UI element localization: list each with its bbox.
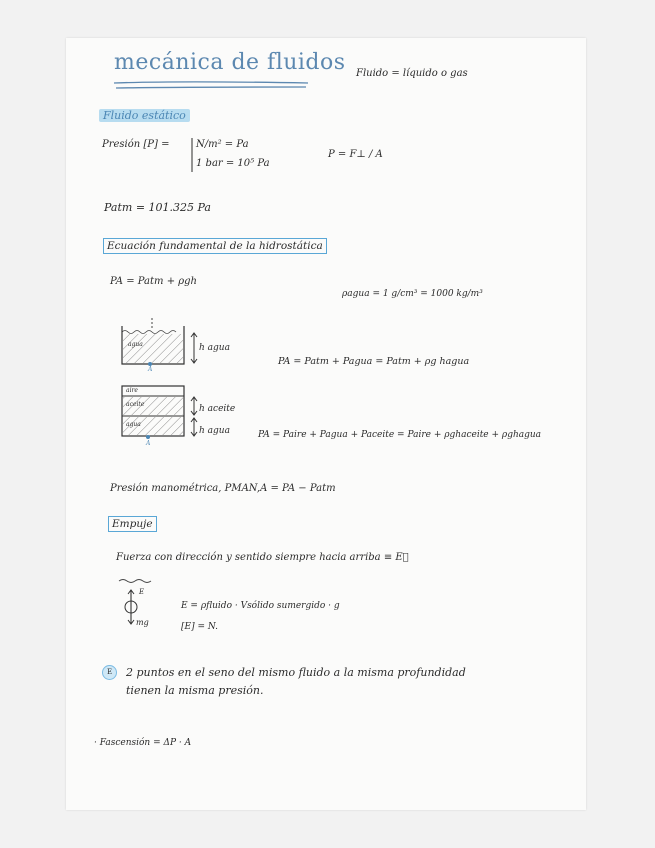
fluid-definition: Fluido = líquido o gas	[356, 68, 468, 79]
ascension-force: · Fascensión = ΔP · A	[94, 738, 192, 748]
fig1-formula: PA = Patm + Pagua = Patm + ρg hagua	[278, 356, 470, 367]
buoyancy-units: [E] = N.	[181, 622, 219, 632]
buoyancy-formula: E = ρfluido · Vsólido sumergido · g	[181, 601, 340, 611]
fig2-water-height-label: h agua	[199, 426, 230, 436]
force-up-label: E	[139, 588, 145, 596]
buoyancy-description: Fuerza con dirección y sentido siempre hacia arriba ≡ E⃗	[116, 552, 409, 563]
page-title: mecánica de fluidos	[114, 50, 346, 75]
note-line-1: 2 puntos en el seno del mismo fluido a la misma profundidad	[126, 666, 466, 679]
water-density: ρagua = 1 g/cm³ = 1000 kg/m³	[342, 289, 483, 299]
notebook-page	[66, 38, 586, 810]
pressure-unit-2: 1 bar = 10⁵ Pa	[196, 158, 270, 169]
fig1-water-label: agua	[128, 341, 143, 348]
pressure-formula: P = F⊥ / A	[328, 149, 383, 160]
fig2-oil-height-label: h aceite	[199, 404, 236, 414]
hydrostatics-formula: PA = Patm + ρgh	[110, 276, 197, 287]
container-water-figure	[120, 318, 190, 388]
fig2-air-label: aire	[126, 387, 138, 394]
gauge-pressure: Presión manométrica, PMAN,A = PA − Patm	[110, 483, 336, 494]
fig2-oil-label: aceite	[126, 401, 145, 408]
hydrostatics-heading: Ecuación fundamental de la hidrostática	[103, 238, 327, 254]
note-icon: E	[102, 665, 117, 680]
fig1-height-label: h agua	[199, 343, 230, 353]
fig2-water-label: agua	[126, 421, 141, 428]
fig1-point-label: A	[148, 366, 153, 373]
buoyancy-heading: Empuje	[108, 516, 157, 532]
fig2-formula: PA = Paire + Pagua + Paceite = Paire + ρghaceite + ρghagua	[258, 430, 542, 440]
section-static-heading: Fluido estático	[99, 109, 190, 122]
wave-mark	[118, 578, 152, 584]
title-underline	[112, 80, 312, 90]
fig2-height-arrows	[190, 396, 198, 444]
fig2-point-label: A	[146, 440, 151, 447]
note-line-2: tienen la misma presión.	[126, 684, 264, 697]
fig1-height-arrow	[190, 332, 198, 366]
atmospheric-pressure: Patm = 101.325 Pa	[104, 201, 211, 214]
pressure-unit-1: N/m² = Pa	[196, 139, 249, 150]
force-down-label: mg	[136, 618, 149, 627]
pressure-label: Presión [P] =	[102, 139, 170, 150]
